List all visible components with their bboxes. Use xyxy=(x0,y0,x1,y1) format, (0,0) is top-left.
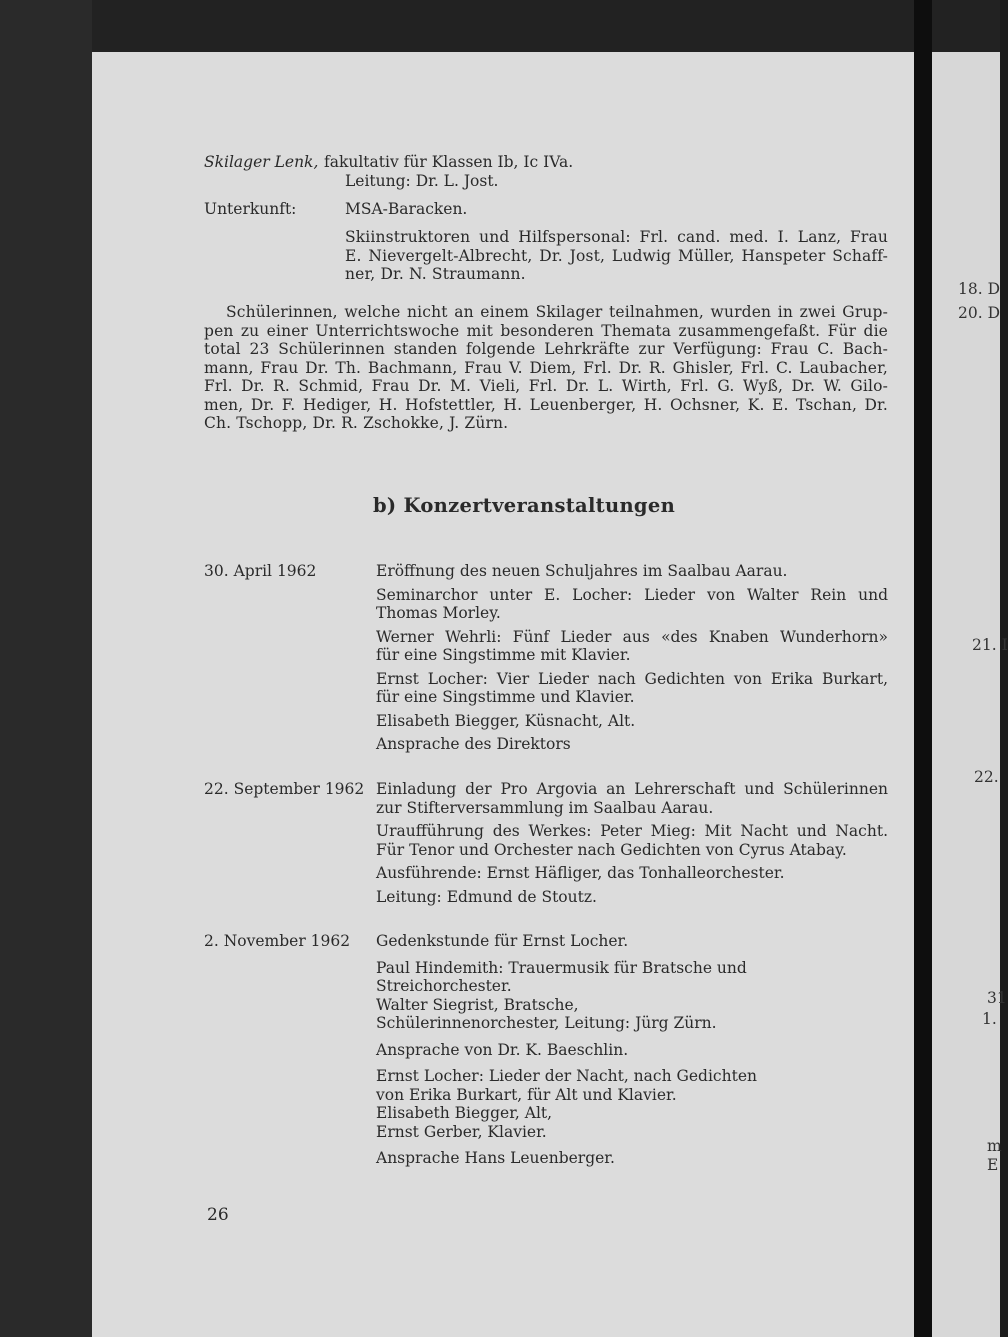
paragraph-line: Ch. Tschopp, Dr. R. Zschokke, J. Zürn. xyxy=(204,414,509,432)
event-line: Ansprache von Dr. K. Baeschlin. xyxy=(376,1040,629,1059)
event-line: Ansprache Hans Leuenberger. xyxy=(376,1149,615,1167)
skilager-staff-line: ner, Dr. N. Straumann. xyxy=(345,265,526,283)
event-line: zur Stifterversammlung im Saalbau Aarau. xyxy=(376,798,714,817)
event-date: 22. September 1962 xyxy=(204,780,365,798)
scan-background-left xyxy=(0,0,92,1337)
skilager-leitung: Leitung: Dr. L. Jost. xyxy=(345,172,499,190)
event-line: Schülerinnenorchester, Leitung: Jürg Zürn. xyxy=(376,1014,717,1032)
adjacent-page-text: 1. xyxy=(982,1010,997,1028)
paragraph-line: mann, Frau Dr. Th. Bachmann, Frau V. Diem, Frl. Dr. R. Ghisler, Frl. C. Laubacher, xyxy=(204,358,888,377)
teachers-paragraph xyxy=(204,303,888,433)
skilager-staff-line: E. Nievergelt-Albrecht, Dr. Jost, Ludwig Müller, Hanspeter Schaff- xyxy=(345,246,888,265)
event-date: 30. April 1962 xyxy=(204,562,317,580)
scan-background-top xyxy=(0,0,1000,52)
event-line: Gedenkstunde für Ernst Locher. xyxy=(376,932,629,950)
event-line: Eröffnung des neuen Schuljahres im Saalbau Aarau. xyxy=(376,562,788,580)
paragraph-line: Frl. Dr. R. Schmid, Frau Dr. M. Vieli, Frl. Dr. L. Wirth, Frl. G. Wyß, Dr. W. Gilo- xyxy=(204,377,888,395)
event-line: Walter Siegrist, Bratsche, xyxy=(376,995,579,1014)
event-line: Ernst Locher: Lieder der Nacht, nach Gedichten xyxy=(376,1067,757,1085)
skilager-staff xyxy=(345,228,888,284)
adjacent-page-fragment xyxy=(932,52,1008,1337)
adjacent-page-text: 21. I xyxy=(972,636,1008,654)
event-line: Paul Hindemith: Trauermusik für Bratsche und xyxy=(376,958,747,977)
skilager-classes: fakultativ für Klassen Ib, Ic IVa. xyxy=(324,153,574,171)
event-line: Ansprache des Direktors xyxy=(376,735,571,753)
paragraph-line: total 23 Schülerinnen standen folgende Lehrkräfte zur Verfügung: Frau C. Bach- xyxy=(204,340,888,358)
event-line: von Erika Burkart, für Alt und Klavier. xyxy=(376,1085,677,1104)
adjacent-page-text: E xyxy=(987,1156,999,1174)
event-line: Ausführende: Ernst Häfliger, das Tonhalleorchester. xyxy=(376,864,785,882)
paragraph-line: pen zu einer Unterrichtswoche mit besonderen Themata zusammengefaßt. Für die xyxy=(204,321,888,340)
event-line: Für Tenor und Orchester nach Gedichten von Cyrus Atabay. xyxy=(376,840,847,859)
event-line: für eine Singstimme und Klavier. xyxy=(376,688,635,706)
adjacent-page-text: 22. xyxy=(974,768,999,786)
event-line: Ernst Locher: Vier Lieder nach Gedichten von Erika Burkart, xyxy=(376,669,888,688)
section-heading: b) Konzertveranstaltungen xyxy=(373,494,676,517)
event-line: für eine Singstimme mit Klavier. xyxy=(376,646,631,664)
skilager-staff-line: Skiinstruktoren und Hilfspersonal: Frl. cand. med. I. Lanz, Frau xyxy=(345,228,888,246)
event-line: Elisabeth Biegger, Küsnacht, Alt. xyxy=(376,711,636,730)
event-line: Streichorchester. xyxy=(376,977,512,995)
adjacent-page-text: 18. D xyxy=(958,280,1001,298)
event-line: Ernst Gerber, Klavier. xyxy=(376,1122,547,1141)
adjacent-page-text: m xyxy=(987,1137,1002,1155)
unterkunft-value: MSA-Baracken. xyxy=(345,200,468,218)
skilager-title: Skilager Lenk, xyxy=(204,153,319,171)
event-details xyxy=(376,780,888,906)
adjacent-page-text: 20. D xyxy=(958,304,1001,322)
book-gutter xyxy=(914,0,932,1337)
event-line: Werner Wehrli: Fünf Lieder aus «des Knaben Wunderhorn» xyxy=(376,627,888,646)
event-line: Uraufführung des Werkes: Peter Mieg: Mit Nacht und Nacht. xyxy=(376,822,888,840)
event-line: Seminarchor unter E. Locher: Lieder von Walter Rein und xyxy=(376,585,888,604)
event-details xyxy=(376,932,888,1168)
unterkunft-label: Unterkunft: xyxy=(204,200,297,218)
paragraph-line: Schülerinnen, welche nicht an einem Skilager teilnahmen, wurden in zwei Grup- xyxy=(226,303,888,321)
event-line: Einladung der Pro Argovia an Lehrerschaft und Schülerinnen xyxy=(376,780,888,798)
page-number: 26 xyxy=(207,1205,229,1225)
event-line: Leitung: Edmund de Stoutz. xyxy=(376,887,597,906)
event-details xyxy=(376,562,888,754)
adjacent-page-text: 31 xyxy=(987,989,1007,1007)
event-date: 2. November 1962 xyxy=(204,932,351,950)
event-line: Elisabeth Biegger, Alt, xyxy=(376,1104,553,1122)
paragraph-line: men, Dr. F. Hediger, H. Hofstettler, H. Leuenberger, H. Ochsner, K. E. Tschan, Dr. xyxy=(204,395,888,414)
event-line: Thomas Morley. xyxy=(376,604,501,622)
